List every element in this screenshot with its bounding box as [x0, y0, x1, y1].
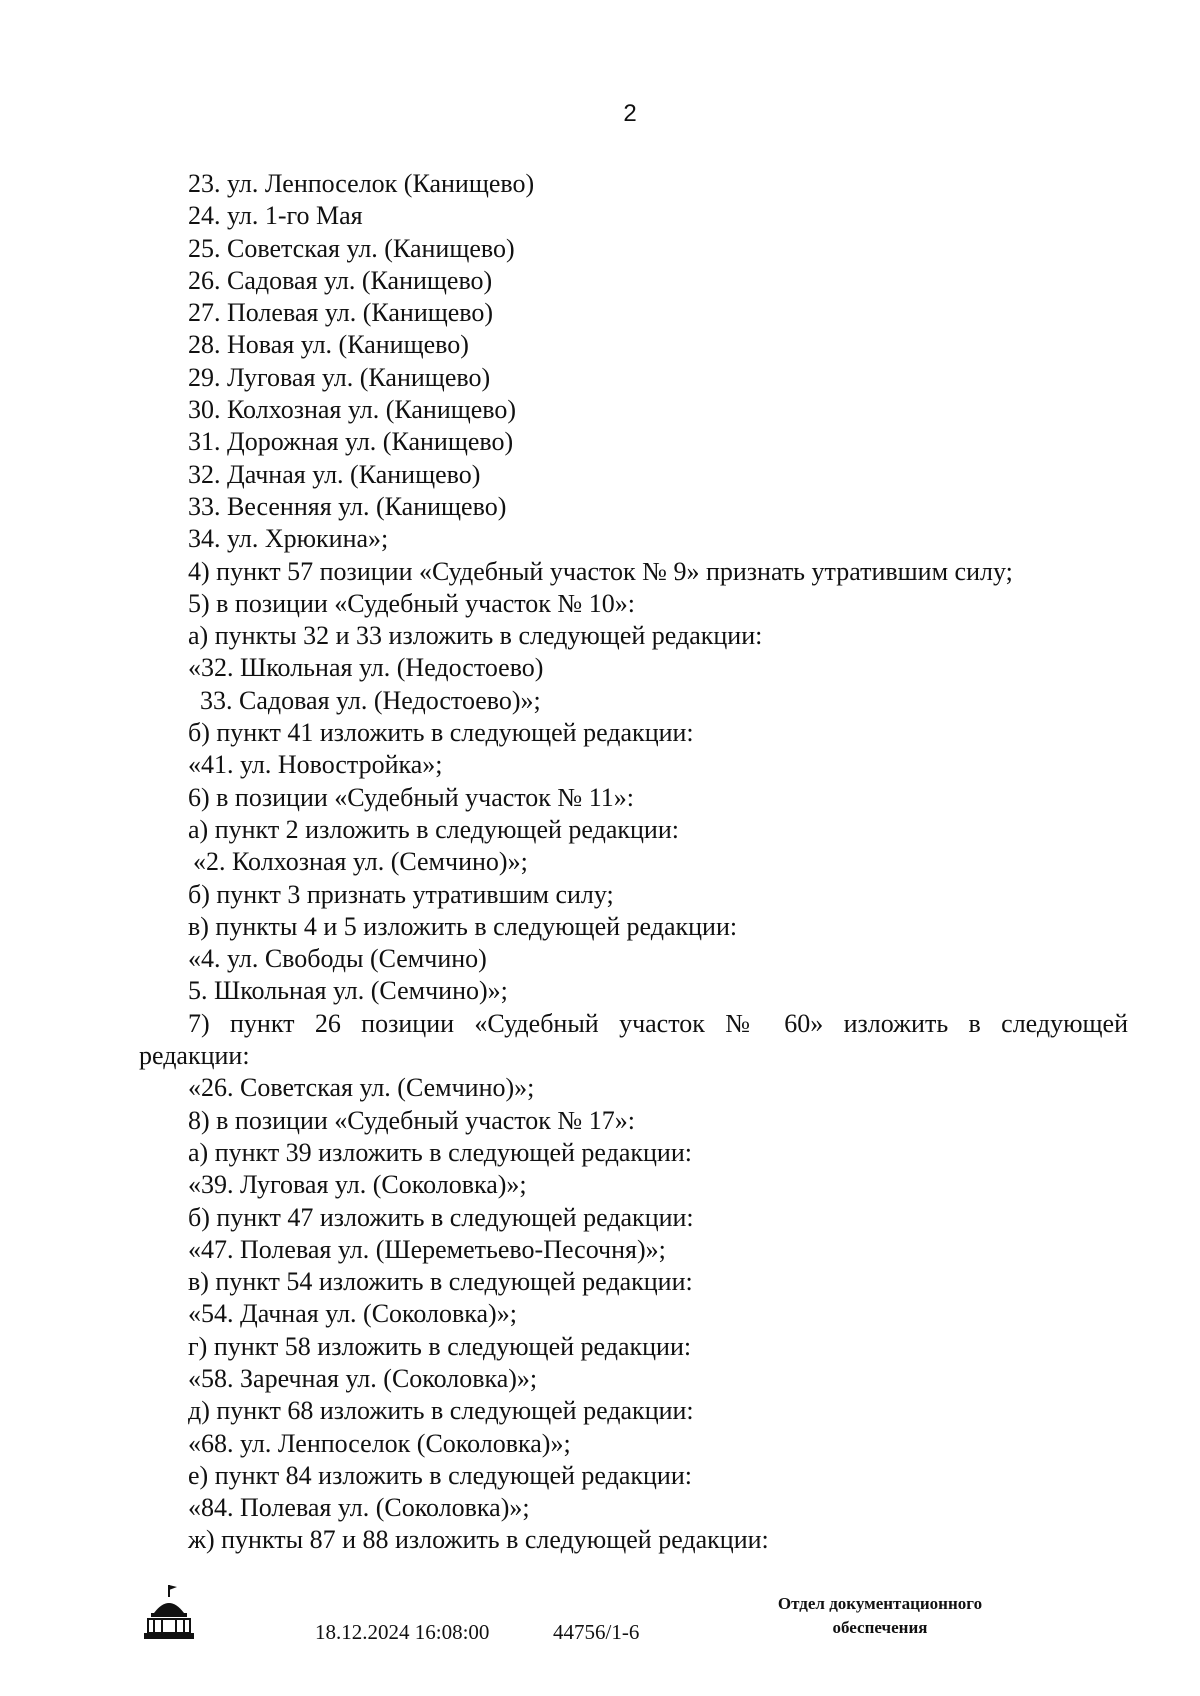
- list-item: 30. Колхозная ул. (Канищево): [188, 395, 517, 425]
- paragraph-line: 4) пункт 57 позиции «Судебный участок № 9» признать утратившим силу;: [188, 556, 1013, 586]
- paragraph-line: д) пункт 68 изложить в следующей редакции:: [188, 1396, 694, 1426]
- paragraph-line: 5) в позиции «Судебный участок № 10»:: [188, 588, 635, 618]
- paragraph-line: а) пункт 2 изложить в следующей редакции:: [188, 814, 679, 844]
- list-item: 34. ул. Хрюкина»;: [188, 524, 389, 554]
- department-line: обеспечения: [832, 1618, 928, 1637]
- paragraph-line: а) пункт 39 изложить в следующей редакции:: [188, 1137, 692, 1167]
- list-item: 28. Новая ул. (Канищево): [188, 330, 469, 360]
- page-number: 2: [623, 100, 637, 127]
- department-line: Отдел документационного: [777, 1594, 983, 1613]
- paragraph-line: г) пункт 58 изложить в следующей редакции:: [188, 1331, 692, 1361]
- paragraph-line: б) пункт 41 изложить в следующей редакции:: [188, 718, 694, 748]
- paragraph-line: «41. ул. Новостройка»;: [188, 750, 443, 780]
- paragraph-line: в) пункт 54 изложить в следующей редакции:: [188, 1267, 693, 1297]
- paragraph-line: «84. Полевая ул. (Соколовка)»;: [188, 1493, 530, 1523]
- paragraph-line: в) пункты 4 и 5 изложить в следующей редакции:: [188, 911, 738, 941]
- paragraph-line: «58. Заречная ул. (Соколовка)»;: [188, 1363, 538, 1393]
- list-item: 24. ул. 1-го Мая: [188, 201, 363, 231]
- paragraph-line: а) пункты 32 и 33 изложить в следующей редакции:: [188, 621, 763, 651]
- list-item: 31. Дорожная ул. (Канищево): [188, 427, 514, 457]
- paragraph-line: «47. Полевая ул. (Шереметьево-Песочня)»;: [188, 1234, 666, 1264]
- footer-department: [730, 1592, 1030, 1640]
- paragraph-line: «39. Луговая ул. (Соколовка)»;: [188, 1170, 527, 1200]
- footer-doc-number: 44756/1-6: [553, 1620, 640, 1644]
- paragraph-line: б) пункт 3 признать утратившим силу;: [188, 879, 614, 909]
- list-item: 25. Советская ул. (Канищево): [188, 233, 515, 263]
- list-item: 23. ул. Ленпоселок (Канищево): [188, 169, 535, 198]
- paragraph-line: е) пункт 84 изложить в следующей редакции:: [188, 1460, 692, 1490]
- paragraph-line: «26. Советская ул. (Семчино)»;: [188, 1073, 535, 1103]
- paragraph-line: ж) пункты 87 и 88 изложить в следующей редакции:: [188, 1525, 769, 1555]
- paragraph-line: 8) в позиции «Судебный участок № 17»:: [188, 1105, 635, 1135]
- paragraph-line: 33. Садовая ул. (Недостоево)»;: [200, 685, 541, 715]
- document-body: [139, 168, 1128, 1557]
- list-item: 33. Весенняя ул. (Канищево): [188, 491, 507, 521]
- list-item: 32. Дачная ул. (Канищево): [188, 459, 481, 489]
- list-item: 27. Полевая ул. (Канищево): [188, 298, 494, 328]
- paragraph-line: «4. ул. Свободы (Семчино): [188, 944, 487, 974]
- footer-datetime: 18.12.2024 16:08:00: [315, 1620, 490, 1644]
- paragraph-line: б) пункт 47 изложить в следующей редакции:: [188, 1202, 694, 1232]
- paragraph-line: «32. Школьная ул. (Недостоево): [188, 653, 544, 683]
- duma-logo-icon: [142, 1583, 196, 1643]
- paragraph-line: 6) в позиции «Судебный участок № 11»:: [188, 782, 634, 812]
- list-item: 26. Садовая ул. (Канищево): [188, 265, 493, 295]
- paragraph-line: «2. Колхозная ул. (Семчино)»;: [193, 847, 528, 877]
- paragraph-line: 7) пункт 26 позиции «Судебный участок № 60» изложить в следующей: [188, 1008, 1128, 1038]
- paragraph-line: «54. Дачная ул. (Соколовка)»;: [188, 1299, 517, 1329]
- paragraph-line: редакции:: [139, 1041, 250, 1071]
- paragraph-line: 5. Школьная ул. (Семчино)»;: [188, 976, 508, 1006]
- paragraph-line: «68. ул. Ленпоселок (Соколовка)»;: [188, 1428, 571, 1458]
- list-item: 29. Луговая ул. (Канищево): [188, 362, 491, 392]
